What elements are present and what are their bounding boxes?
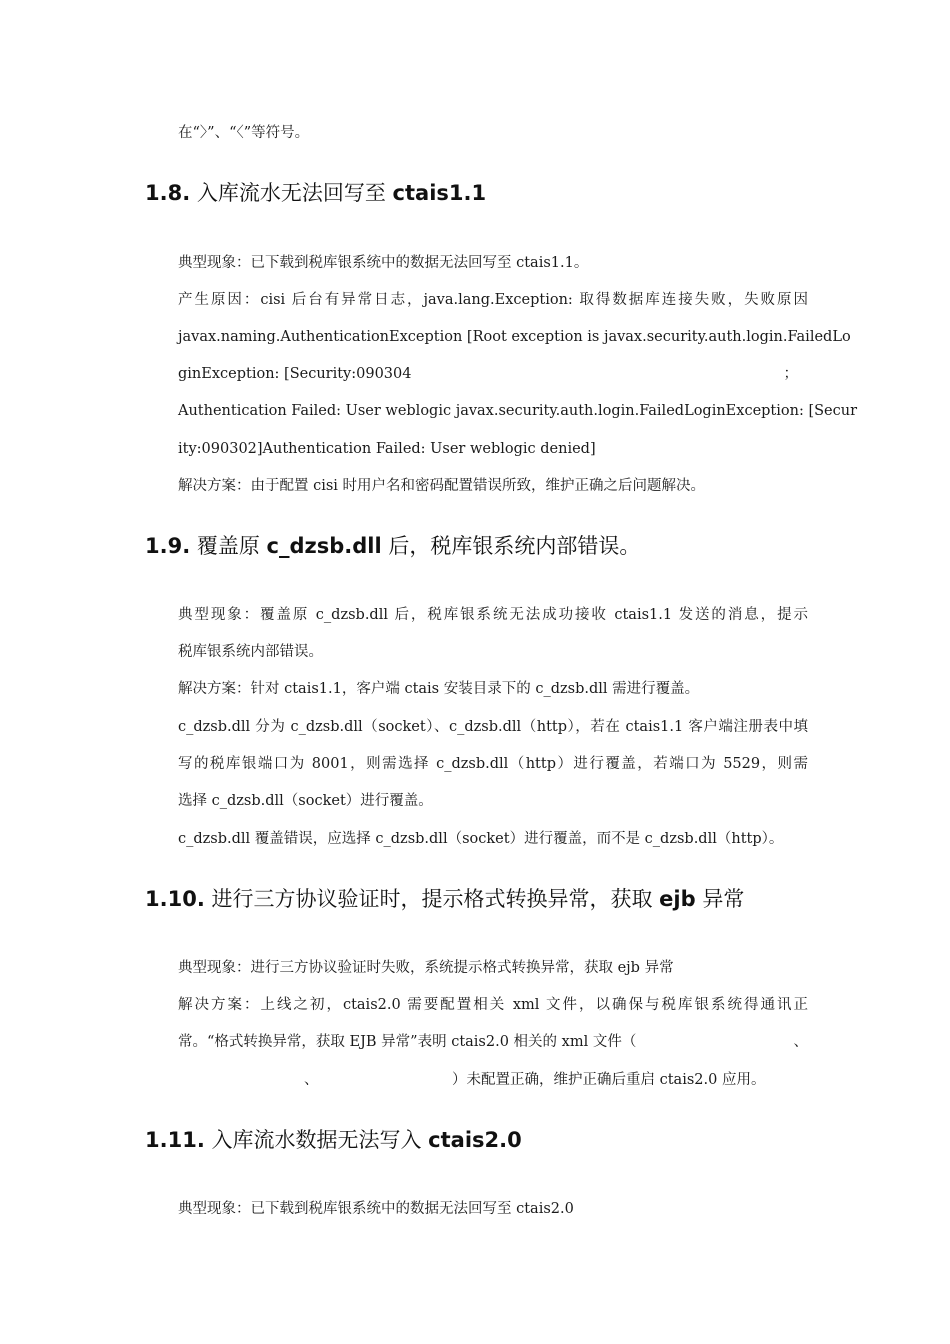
paragraph-line: ity:090302]Authentication Failed: User weblogic denied]	[178, 441, 596, 457]
paragraph-line: 典型现象：已下载到税库银系统中的数据无法回写至 ctais2.0	[178, 1201, 574, 1217]
heading-text: 后，税库银系统内部错误。	[381, 534, 641, 558]
heading-number: 1.10.	[145, 887, 205, 911]
paragraph-line: 在“〉”、“〈”等符号。	[178, 125, 310, 141]
heading-text: 入库流水无法回写至	[190, 181, 393, 205]
paragraph-line: javax.naming.AuthenticationException [Root exception is javax.security.auth.login.FailedLo	[178, 329, 851, 345]
heading-text: 入库流水数据无法写入	[204, 1128, 429, 1152]
heading-number: 1.9.	[145, 534, 191, 558]
paragraph-line: 典型现象：已下载到税库银系统中的数据无法回写至 ctais1.1。	[178, 255, 589, 271]
heading-text: ctais2.0	[428, 1128, 522, 1152]
heading-text: ctais1.1	[392, 181, 487, 205]
paragraph-line: 选择 c_dzsb.dll（socket）进行覆盖。	[178, 793, 433, 809]
paragraph-line: 解决方案：针对 ctais1.1，客户端 ctais 安装目录下的 c_dzsb.dll 需进行覆盖。	[178, 681, 700, 697]
heading-text: ejb	[659, 887, 696, 911]
line-text: 、	[793, 1034, 808, 1050]
heading-text: 覆盖原	[190, 534, 267, 558]
paragraph-line: 写的税库银端口为 8001，则需选择 c_dzsb.dll（http）进行覆盖，若端口为 5529，则需	[178, 756, 808, 772]
paragraph-line: c_dzsb.dll 分为 c_dzsb.dll（socket）、c_dzsb.dll（http），若在 ctais1.1 客户端注册表中填	[178, 719, 808, 735]
section-heading-1-9	[145, 531, 640, 561]
paragraph-line: 典型现象：覆盖原 c_dzsb.dll 后，税库银系统无法成功接收 ctais1.1 发送的消息，提示	[178, 607, 808, 623]
paragraph-line: 解决方案：由于配置 cisi 时用户名和密码配置错误所致，维护正确之后问题解决。	[178, 478, 706, 494]
line-text: 、	[304, 1072, 319, 1088]
heading-text: 异常	[695, 887, 745, 911]
line-text: ；	[783, 366, 798, 382]
section-heading-1-8	[145, 178, 486, 208]
section-heading-1-11	[145, 1125, 522, 1155]
paragraph-line	[178, 1024, 808, 1061]
heading-text: c_dzsb.dll	[266, 534, 382, 558]
paragraph-line: 税库银系统内部错误。	[178, 644, 323, 660]
line-text: ginException: [Security:090304	[178, 366, 412, 382]
paragraph-line: c_dzsb.dll 覆盖错误，应选择 c_dzsb.dll（socket）进行覆盖，而不是 c_dzsb.dll（http）。	[178, 831, 784, 847]
paragraph-line: 产生原因：cisi 后台有异常日志，java.lang.Exception: 取得数据库连接失败，失败原因	[178, 292, 808, 308]
heading-number: 1.11.	[145, 1128, 205, 1152]
paragraph-line	[178, 356, 808, 393]
paragraph-line: 典型现象：进行三方协议验证时失败，系统提示格式转换异常，获取 ejb 异常	[178, 960, 674, 976]
paragraph-line: Authentication Failed: User weblogic javax.security.auth.login.FailedLoginException: [Secur	[178, 403, 858, 419]
heading-text: 进行三方协议验证时，提示格式转换异常，获取	[204, 887, 660, 911]
line-text: ）未配置正确，维护正确后重启 ctais2.0 应用。	[452, 1072, 766, 1088]
line-text: 常。“格式转换异常，获取 EJB 异常”表明 ctais2.0 相关的 xml 文件（	[178, 1034, 637, 1050]
paragraph-line: 解决方案：上线之初，ctais2.0 需要配置相关 xml 文件，以确保与税库银系统得通讯正	[178, 997, 808, 1013]
heading-number: 1.8.	[145, 181, 191, 205]
section-heading-1-10	[145, 884, 744, 914]
